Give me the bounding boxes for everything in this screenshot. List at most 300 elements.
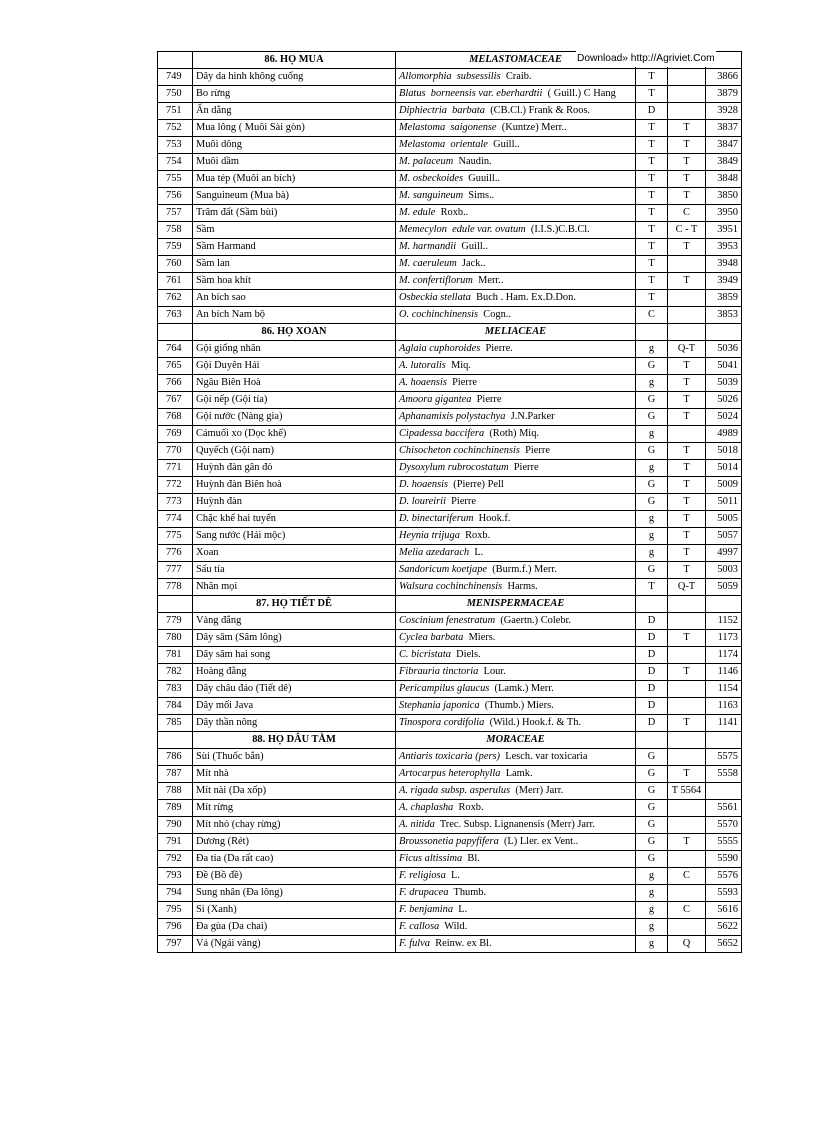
usage-code: T [668,766,706,783]
species-name: Cyclea barbata [399,632,464,643]
growth-form-code: g [636,868,668,885]
author-name: Guill.. [493,139,520,150]
growth-form-code: g [636,936,668,953]
row-number: 781 [158,647,193,664]
author-name: (Burm.f.) Merr. [492,564,557,575]
table-row [158,137,742,154]
row-number: 754 [158,154,193,171]
author-name: (Merr) Jarr. [515,785,564,796]
table-row [158,528,742,545]
reference-number: 5570 [706,817,742,834]
reference-number: 3859 [706,290,742,307]
vietnamese-name: Sùi (Thuốc bắn) [193,749,396,766]
usage-code [668,307,706,324]
author-name: Lesch. var toxicaria [505,751,588,762]
reference-number: 5576 [706,868,742,885]
scientific-name-cell [396,290,636,307]
author-name: Pierre [525,445,550,456]
header-blank-cell [706,732,742,749]
scientific-name-cell [396,749,636,766]
reference-number: 3879 [706,86,742,103]
growth-form-code: T [636,239,668,256]
table-row [158,86,742,103]
header-blank-cell [636,732,668,749]
author-name: (Lamk.) Merr. [494,683,554,694]
vietnamese-name: Dây sâm (Sâm lông) [193,630,396,647]
species-name: F. religiosa [399,870,446,881]
species-name: M. palaceum [399,156,454,167]
row-number: 788 [158,783,193,800]
reference-number: 5059 [706,579,742,596]
download-watermark[interactable]: Download» http://Agriviet.Com [576,51,716,67]
vietnamese-name: Nhãn mọi [193,579,396,596]
vietnamese-name: Mít nhà [193,766,396,783]
species-name: Diphiectria barbata [399,105,486,116]
row-number: 756 [158,188,193,205]
family-header-row [158,324,742,341]
row-number: 784 [158,698,193,715]
species-name: Tinospora cordifolia [399,717,485,728]
scientific-name-cell [396,171,636,188]
row-number: 771 [158,460,193,477]
reference-number: 5622 [706,919,742,936]
vietnamese-name: Đề (Bồ đề) [193,868,396,885]
row-number: 758 [158,222,193,239]
species-name: F. drupacea [399,887,449,898]
species-name: Chisocheton cochinchinensis [399,445,520,456]
header-blank-cell [158,52,193,69]
table-row [158,307,742,324]
row-number: 769 [158,426,193,443]
scientific-name-cell [396,443,636,460]
row-number: 750 [158,86,193,103]
growth-form-code: G [636,766,668,783]
row-number: 777 [158,562,193,579]
species-name: Antiaris toxicaria (pers) [399,751,501,762]
header-blank-cell [158,324,193,341]
vietnamese-name: Gội Duyên Hải [193,358,396,375]
table-row [158,511,742,528]
table-row [158,698,742,715]
row-number: 768 [158,409,193,426]
vietnamese-name: Mua lông ( Muôi Sài gòn) [193,120,396,137]
family-latin-name: MELASTOMACEAE [396,52,636,69]
scientific-name-cell [396,868,636,885]
usage-code [668,885,706,902]
growth-form-code: G [636,392,668,409]
species-name: M. confertiflorum [399,275,473,286]
vietnamese-name: An bích Nam bộ [193,307,396,324]
row-number: 752 [158,120,193,137]
author-name: Diels. [456,649,481,660]
usage-code: T [668,409,706,426]
scientific-name-cell [396,358,636,375]
species-name: Blatus borneensis var. eberhardtii [399,88,543,99]
vietnamese-name: Muôi dầm [193,154,396,171]
reference-number: 5039 [706,375,742,392]
usage-code: Q-T [668,579,706,596]
table-row [158,783,742,800]
growth-form-code: g [636,902,668,919]
species-name: F. benjamina [399,904,454,915]
row-number: 790 [158,817,193,834]
reference-number: 3953 [706,239,742,256]
growth-form-code: T [636,86,668,103]
vietnamese-name: Sầm hoa khít [193,273,396,290]
row-number: 783 [158,681,193,698]
scientific-name-cell [396,664,636,681]
reference-number: 1163 [706,698,742,715]
usage-code [668,681,706,698]
author-name: L. [450,870,460,881]
table-row [158,630,742,647]
row-number: 766 [158,375,193,392]
vietnamese-name: Sung nhân (Đa lông) [193,885,396,902]
row-number: 796 [158,919,193,936]
author-name: Reinw. ex Bl. [435,938,492,949]
table-row [158,103,742,120]
growth-form-code: T [636,69,668,86]
growth-form-code: T [636,256,668,273]
author-name: Pierre [476,394,502,405]
author-name: Pierre. [485,343,513,354]
species-name: Melia azedarach [399,547,470,558]
reference-number: 3848 [706,171,742,188]
vietnamese-name: Sầm [193,222,396,239]
reference-number: 4997 [706,545,742,562]
species-name: Memecylon edule var. ovatum [399,224,526,235]
usage-code: T [668,715,706,732]
table-row [158,936,742,953]
reference-number: 1173 [706,630,742,647]
vietnamese-name: Gội giống nhãn [193,341,396,358]
header-blank-cell [668,324,706,341]
usage-code: T 5564 [668,783,706,800]
growth-form-code: T [636,205,668,222]
vietnamese-name: Huỳnh đàn Biên hoà [193,477,396,494]
growth-form-code: T [636,188,668,205]
reference-number: 5616 [706,902,742,919]
vietnamese-name: Dây thần nông [193,715,396,732]
scientific-name-cell [396,103,636,120]
species-name: Sandoricum koetjape [399,564,488,575]
growth-form-code: G [636,817,668,834]
scientific-name-cell [396,239,636,256]
usage-code: T [668,171,706,188]
table-row [158,851,742,868]
growth-form-code: T [636,579,668,596]
row-number: 764 [158,341,193,358]
author-name: Hook.f. [478,513,511,524]
vietnamese-name: Huỳnh đàn gân đỏ [193,460,396,477]
row-number: 765 [158,358,193,375]
author-name: Miers. [468,632,496,643]
usage-code: T [668,120,706,137]
growth-form-code: D [636,715,668,732]
row-number: 762 [158,290,193,307]
scientific-name-cell [396,409,636,426]
usage-code: T [668,511,706,528]
scientific-name-cell [396,256,636,273]
author-name: Cogn.. [483,309,511,320]
row-number: 780 [158,630,193,647]
species-name: Osbeckia stellata [399,292,471,303]
usage-code: T [668,528,706,545]
table-row [158,545,742,562]
vietnamese-name: Sanguineum (Mua bà) [193,188,396,205]
table-row [158,494,742,511]
table-row [158,800,742,817]
usage-code: T [668,630,706,647]
vietnamese-name: Sang nước (Hải mộc) [193,528,396,545]
scientific-name-cell [396,511,636,528]
vietnamese-name: Sầm Harmand [193,239,396,256]
usage-code: T [668,562,706,579]
scientific-name-cell [396,528,636,545]
author-name: Miq. [450,360,471,371]
usage-code [668,698,706,715]
usage-code: T [668,188,706,205]
table-row [158,256,742,273]
growth-form-code: G [636,494,668,511]
vietnamese-name: Vả (Ngái vàng) [193,936,396,953]
table-row [158,358,742,375]
reference-number: 4989 [706,426,742,443]
growth-form-code: D [636,103,668,120]
author-name: Harms. [507,581,538,592]
usage-code: T [668,358,706,375]
author-name: Craib. [505,71,532,82]
author-name: (I.I.S.)C.B.Cl. [530,224,590,235]
reference-number: 5652 [706,936,742,953]
row-number: 775 [158,528,193,545]
species-name: Cipadessa baccifera [399,428,485,439]
vietnamese-name: Hoàng đằng [193,664,396,681]
author-name: Pierre [452,377,477,388]
table-row [158,817,742,834]
vietnamese-name: Bo rừng [193,86,396,103]
growth-form-code: T [636,222,668,239]
row-number: 760 [158,256,193,273]
growth-form-code: T [636,154,668,171]
scientific-name-cell [396,545,636,562]
family-latin-name: MENISPERMACEAE [396,596,636,613]
reference-number: 3949 [706,273,742,290]
scientific-name-cell [396,205,636,222]
reference-number: 1141 [706,715,742,732]
growth-form-code: G [636,851,668,868]
author-name: Roxb. [465,530,491,541]
usage-code [668,749,706,766]
table-row [158,205,742,222]
growth-form-code: T [636,290,668,307]
scientific-name-cell [396,154,636,171]
usage-code: T [668,239,706,256]
row-number: 793 [158,868,193,885]
row-number: 789 [158,800,193,817]
vietnamese-name: Mít nhỏ (chay rừng) [193,817,396,834]
table-row [158,154,742,171]
header-blank-cell [706,596,742,613]
author-name: Wild. [444,921,468,932]
vietnamese-name: Ấn dằng [193,103,396,120]
scientific-name-cell [396,392,636,409]
author-name: Naudin. [458,156,492,167]
usage-code: T [668,443,706,460]
growth-form-code: G [636,783,668,800]
growth-form-code: D [636,647,668,664]
usage-code [668,613,706,630]
table-row [158,919,742,936]
growth-form-code: T [636,137,668,154]
reference-number: 5041 [706,358,742,375]
reference-number: 5005 [706,511,742,528]
scientific-name-cell [396,579,636,596]
table-row [158,273,742,290]
vietnamese-name: Ngâu Biên Hoà [193,375,396,392]
usage-code [668,800,706,817]
row-number: 792 [158,851,193,868]
reference-number: 5590 [706,851,742,868]
reference-number: 3948 [706,256,742,273]
usage-code: T [668,460,706,477]
author-name: (Kuntze) Merr.. [501,122,567,133]
growth-form-code: D [636,681,668,698]
vietnamese-name: Gội nếp (Gội tía) [193,392,396,409]
growth-form-code: T [636,171,668,188]
species-name: Ficus altissima [399,853,463,864]
scientific-name-cell [396,902,636,919]
table-row [158,613,742,630]
species-name: Stephania japonica [399,700,480,711]
scientific-name-cell [396,69,636,86]
header-blank-cell [668,732,706,749]
species-name: M. edule [399,207,436,218]
reference-number: 5057 [706,528,742,545]
author-name: Jack.. [461,258,486,269]
row-number: 779 [158,613,193,630]
usage-code: C - T [668,222,706,239]
species-name: A. hoaensis [399,377,447,388]
reference-number: 3853 [706,307,742,324]
growth-form-code: D [636,698,668,715]
table-row [158,443,742,460]
scientific-name-cell [396,86,636,103]
vietnamese-name: Si (Xanh) [193,902,396,919]
species-name: M. harmandii [399,241,457,252]
row-number: 755 [158,171,193,188]
table-row [158,222,742,239]
species-name: A. nitida [399,819,435,830]
row-number: 782 [158,664,193,681]
usage-code [668,256,706,273]
table-row [158,885,742,902]
scientific-name-cell [396,120,636,137]
growth-form-code: G [636,562,668,579]
row-number: 751 [158,103,193,120]
table-row [158,902,742,919]
table-row [158,664,742,681]
scientific-name-cell [396,817,636,834]
scientific-name-cell [396,834,636,851]
usage-code: C [668,902,706,919]
author-name: ( Guill.) C Hang [547,88,616,99]
reference-number: 5561 [706,800,742,817]
species-name: Heynia trijuga [399,530,460,541]
reference-number: 5558 [706,766,742,783]
vietnamese-name: Muôi dông [193,137,396,154]
scientific-name-cell [396,919,636,936]
table-row [158,392,742,409]
usage-code [668,647,706,664]
table-row [158,171,742,188]
family-latin-name: MELIACEAE [396,324,636,341]
author-name: (Gaertn.) Colebr. [500,615,572,626]
author-name: (Pierre) Pell [453,479,504,490]
reference-number: 5575 [706,749,742,766]
author-name: Bl. [467,853,480,864]
vietnamese-name: Trâm đất (Sầm bùi) [193,205,396,222]
reference-number: 3847 [706,137,742,154]
header-blank-cell [706,324,742,341]
species-name: A. lutoralis [399,360,446,371]
table-row [158,477,742,494]
scientific-name-cell [396,647,636,664]
species-name: D. loureirii [399,496,446,507]
growth-form-code: G [636,409,668,426]
vietnamese-name: Dây da hình không cuống [193,69,396,86]
species-name: Walsura cochinchinensis [399,581,503,592]
author-name: Trec. Subsp. Lignanensis (Merr) Jarr. [439,819,595,830]
species-name: M. sanguineum [399,190,464,201]
author-name: J.N.Parker [510,411,555,422]
usage-code [668,290,706,307]
reference-number: 3928 [706,103,742,120]
table-row [158,834,742,851]
usage-code [668,817,706,834]
table-row [158,868,742,885]
scientific-name-cell [396,341,636,358]
reference-number: 3849 [706,154,742,171]
row-number: 763 [158,307,193,324]
species-name: Aglaia cuphoroides [399,343,481,354]
growth-form-code: g [636,460,668,477]
species-name: O. cochinchinensis [399,309,479,320]
family-vietnamese-name: 88. HỌ DÂU TẰM [193,732,396,749]
species-table [157,51,742,953]
growth-form-code: G [636,443,668,460]
table-row [158,579,742,596]
vietnamese-name: Đa tía (Da rất cao) [193,851,396,868]
reference-number: 5009 [706,477,742,494]
vietnamese-name: Mít rừng [193,800,396,817]
reference-number: 3837 [706,120,742,137]
species-name: M. caeruleum [399,258,457,269]
row-number: 787 [158,766,193,783]
scientific-name-cell [396,715,636,732]
usage-code: T [668,273,706,290]
author-name: Merr.. [478,275,504,286]
author-name: Thumb. [453,887,487,898]
table-row [158,460,742,477]
species-name: Melastoma orientale [399,139,488,150]
scientific-name-cell [396,885,636,902]
table-row [158,239,742,256]
reference-number: 5593 [706,885,742,902]
usage-code: T [668,664,706,681]
table-row [158,562,742,579]
usage-code: T [668,494,706,511]
